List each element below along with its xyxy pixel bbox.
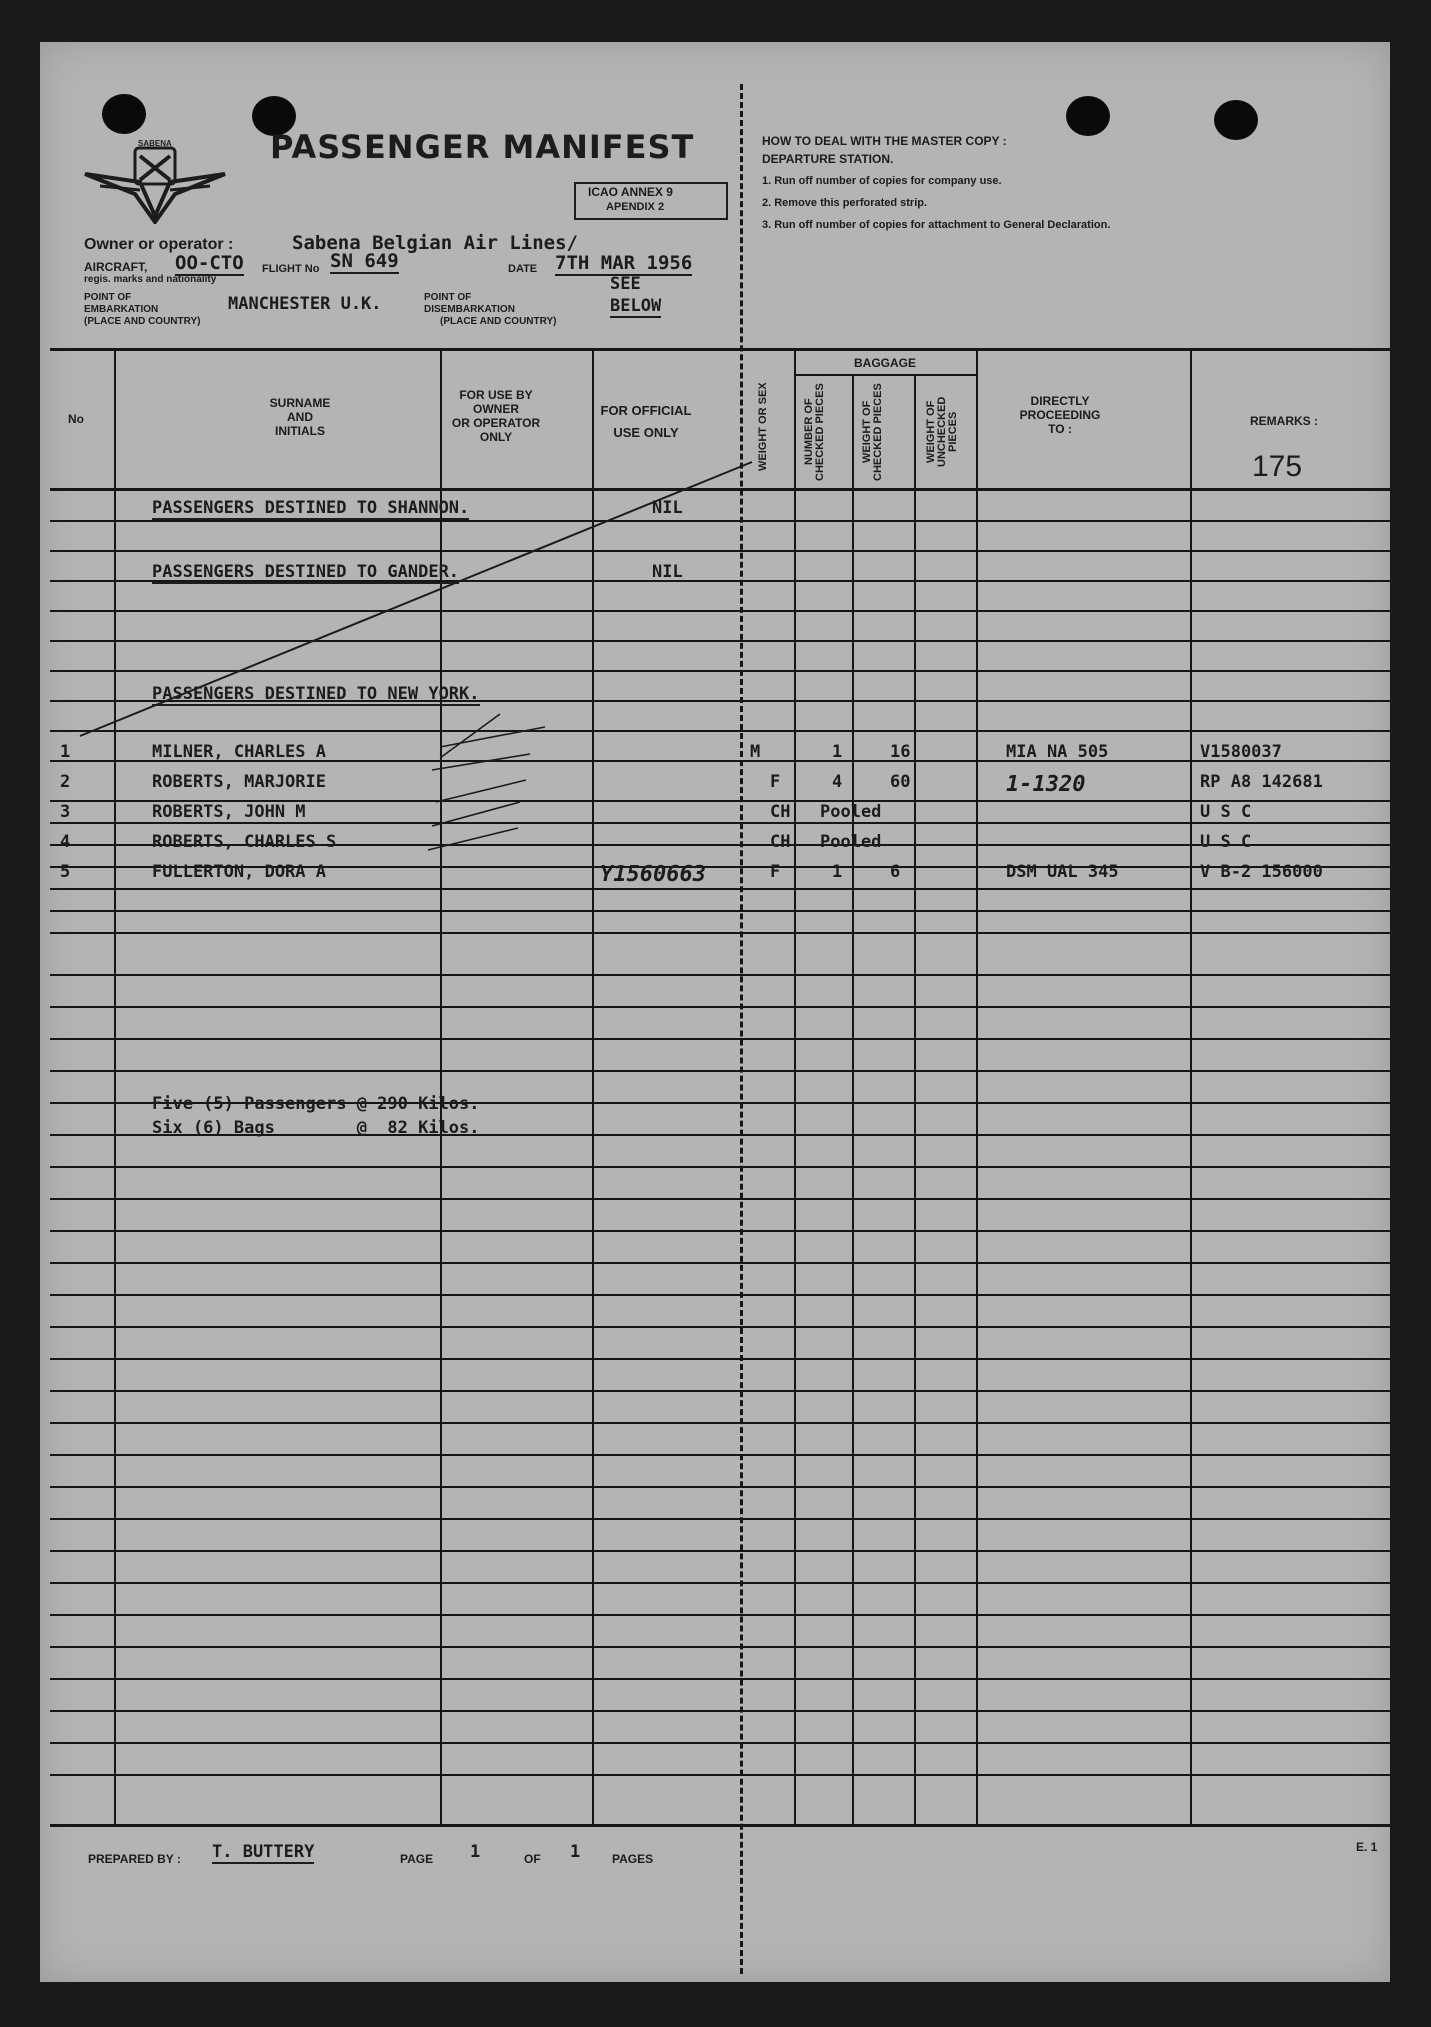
pax-no: 4	[60, 832, 71, 852]
disembark-label: (PLACE AND COUNTRY)	[440, 316, 557, 327]
corner-mark: E. 1	[1356, 1840, 1378, 1854]
pax-proceeding: 1-1320	[1006, 772, 1086, 797]
pax-no: 2	[60, 772, 71, 792]
page-label: PAGE	[400, 1852, 434, 1866]
col-surname: SURNAME AND INITIALS	[269, 396, 331, 438]
col-proceeding: DIRECTLY PROCEEDING TO :	[1019, 394, 1101, 436]
embark-label: EMBARKATION	[84, 304, 159, 315]
section-newyork: PASSENGERS DESTINED TO NEW YORK.	[152, 684, 480, 704]
shannon-nil: NIL	[652, 498, 683, 518]
aircraft-sub-label: regis. marks and nationality	[84, 274, 217, 285]
date-label: DATE	[508, 263, 538, 275]
flight-label: FLIGHT No	[262, 263, 320, 275]
pax-remarks: RP A8 142681	[1200, 772, 1323, 792]
col-owner-use: FOR USE BY OWNER OR OPERATOR ONLY	[451, 388, 541, 444]
pax-num-checked: 1	[832, 742, 843, 762]
owner-value: Sabena Belgian Air Lines/	[292, 232, 578, 254]
pax-remarks: U S C	[1200, 802, 1252, 822]
disembark-value: BELOW	[610, 296, 662, 316]
pax-num-checked: 1	[832, 862, 843, 882]
page-value: 1	[470, 1842, 481, 1862]
pax-name: ROBERTS, JOHN M	[152, 802, 306, 822]
col-remarks: REMARKS :	[1250, 414, 1318, 428]
section-gander: PASSENGERS DESTINED TO GANDER.	[152, 562, 460, 582]
icao-appendix: APENDIX 2	[606, 201, 665, 213]
instruction-item: 3. Run off number of copies for attachment to General Declaration.	[762, 219, 1111, 231]
aircraft-label: AIRCRAFT,	[84, 260, 148, 274]
aircraft-value: OO-CTO	[175, 252, 244, 274]
prepared-label: PREPARED BY :	[88, 1852, 181, 1866]
footer-rule	[50, 1824, 1390, 1827]
pax-wt-checked: 60	[890, 772, 911, 792]
col-no: No	[68, 412, 84, 426]
pax-no: 3	[60, 802, 71, 822]
pax-proceeding: DSM UAL 345	[1006, 862, 1119, 882]
pax-name: FULLERTON, DORA A	[152, 862, 326, 882]
pax-remarks: U S C	[1200, 832, 1252, 852]
strike-line	[40, 42, 1390, 1982]
of-value: 1	[570, 1842, 581, 1862]
pax-no: 1	[60, 742, 71, 762]
flight-value: SN 649	[330, 250, 399, 272]
col-baggage: BAGGAGE	[853, 356, 916, 370]
instructions-subheading: DEPARTURE STATION.	[762, 152, 894, 166]
of-label: OF	[524, 1852, 541, 1866]
manifest-sheet	[40, 42, 1390, 1982]
embark-label: (PLACE AND COUNTRY)	[84, 316, 201, 327]
pax-sex: F	[770, 772, 781, 792]
pages-label: PAGES	[612, 1852, 654, 1866]
instructions-heading: HOW TO DEAL WITH THE MASTER COPY :	[762, 134, 1007, 148]
totals-passengers: Five (5) Passengers @ 290 Kilos.	[152, 1094, 480, 1114]
pax-name: ROBERTS, CHARLES S	[152, 832, 337, 852]
disembark-label: POINT OF	[424, 292, 472, 303]
pax-name: ROBERTS, MARJORIE	[152, 772, 326, 792]
owner-label: Owner or operator :	[84, 236, 234, 253]
col-wt-checked: WEIGHT OF CHECKED PIECES	[861, 383, 884, 481]
pax-remarks: V1580037	[1200, 742, 1282, 762]
embark-value: MANCHESTER U.K.	[228, 294, 382, 314]
pax-wt-checked: 6	[890, 862, 901, 882]
pax-sex: CH	[770, 832, 791, 852]
col-official-use: FOR OFFICIAL USE ONLY	[600, 403, 692, 440]
date-value: 7TH MAR 1956	[555, 252, 693, 274]
prepared-value: T. BUTTERY	[212, 1842, 315, 1862]
pax-name: MILNER, CHARLES A	[152, 742, 326, 762]
totals-bags: Six (6) Bags @ 82 Kilos.	[152, 1118, 480, 1138]
col-wt-unchecked: WEIGHT OF UNCHECKED PIECES	[925, 396, 959, 468]
pax-num-checked: Pooled	[820, 832, 882, 852]
col-weight-sex: WEIGHT OR SEX	[757, 382, 769, 472]
pax-sex: CH	[770, 802, 791, 822]
instruction-item: 1. Run off number of copies for company use.	[762, 175, 1002, 187]
icao-label: ICAO ANNEX 9	[588, 185, 673, 199]
instruction-item: 2. Remove this perforated strip.	[762, 197, 928, 209]
col-num-checked: NUMBER OF CHECKED PIECES	[803, 383, 826, 481]
section-shannon: PASSENGERS DESTINED TO SHANNON.	[152, 498, 470, 518]
embark-label: POINT OF	[84, 292, 132, 303]
pax-remarks: V B-2 156000	[1200, 862, 1323, 882]
pax-no: 5	[60, 862, 71, 882]
gander-nil: NIL	[652, 562, 683, 582]
disembark-label: DISEMBARKATION	[424, 304, 515, 315]
pax-sex: M	[750, 742, 761, 762]
disembark-value: SEE	[610, 274, 641, 294]
pax-num-checked: Pooled	[820, 802, 882, 822]
pax-proceeding: MIA NA 505	[1006, 742, 1109, 762]
pax-num-checked: 4	[832, 772, 843, 792]
pax-sex: F	[770, 862, 781, 882]
pax-wt-checked: 16	[890, 742, 911, 762]
remarks-number: 175	[1252, 450, 1303, 483]
pax-official: Y1560663	[600, 862, 706, 887]
page-title: PASSENGER MANIFEST	[270, 128, 695, 166]
logo-text: SABENA	[138, 139, 172, 148]
